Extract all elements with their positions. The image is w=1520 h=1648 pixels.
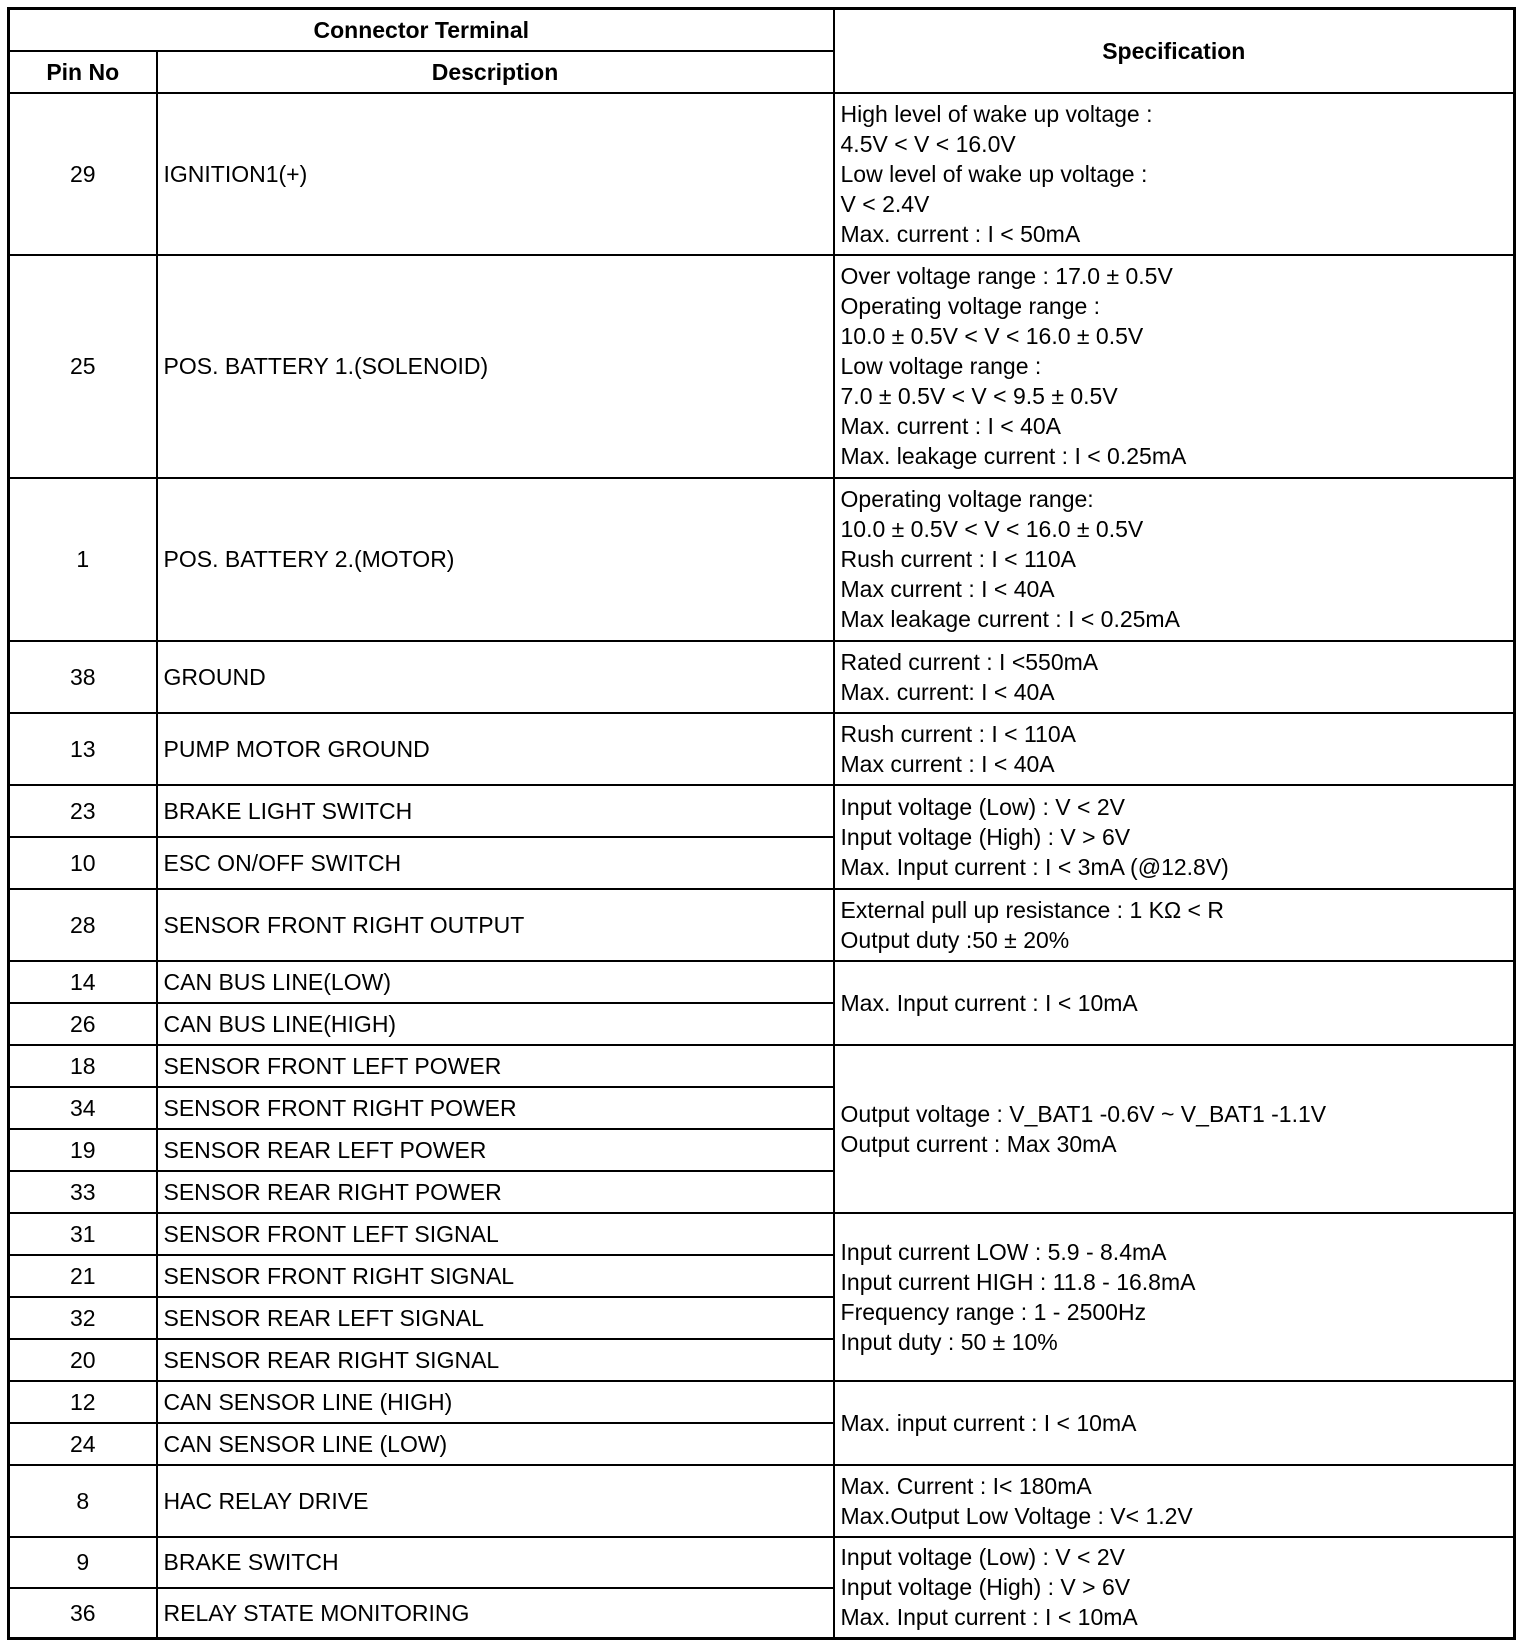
table-row: [9, 1381, 1515, 1423]
pin-description: ESC ON/OFF SWITCH: [157, 837, 834, 889]
pin-description: PUMP MOTOR GROUND: [157, 713, 834, 785]
pin-number: 26: [9, 1003, 157, 1045]
specification-cell: [834, 255, 1515, 478]
table-row: [9, 785, 1515, 837]
pin-description: SENSOR REAR LEFT SIGNAL: [157, 1297, 834, 1339]
spec-line: Rated current : I <550mA: [840, 648, 1099, 675]
pin-number: 10: [9, 837, 157, 889]
pin-number: 25: [9, 255, 157, 478]
pin-description: SENSOR REAR LEFT POWER: [157, 1129, 834, 1171]
spec-line: Input voltage (High) : V > 6V: [840, 1574, 1131, 1601]
specification-cell: [834, 1465, 1515, 1537]
pin-number: 13: [9, 713, 157, 785]
pin-description: CAN SENSOR LINE (HIGH): [157, 1381, 834, 1423]
pin-number: 36: [9, 1588, 157, 1639]
pin-description: SENSOR FRONT LEFT POWER: [157, 1045, 834, 1087]
spec-line: Output voltage : V_BAT1 -0.6V ~ V_BAT1 -1.1V: [840, 1100, 1327, 1127]
pin-description: HAC RELAY DRIVE: [157, 1465, 834, 1537]
connector-spec-table: [7, 7, 1516, 1640]
pin-description: POS. BATTERY 1.(SOLENOID): [157, 255, 834, 478]
specification-cell: [834, 641, 1515, 713]
pin-number: 29: [9, 93, 157, 255]
pin-number: 14: [9, 961, 157, 1003]
pin-description: SENSOR FRONT LEFT SIGNAL: [157, 1213, 834, 1255]
pin-description: SENSOR FRONT RIGHT POWER: [157, 1087, 834, 1129]
pin-number: 31: [9, 1213, 157, 1255]
spec-line: 10.0 ± 0.5V < V < 16.0 ± 0.5V: [840, 516, 1144, 542]
pin-description: SENSOR FRONT RIGHT SIGNAL: [157, 1255, 834, 1297]
spec-line: 4.5V < V < 16.0V: [840, 130, 1016, 157]
table-row: [9, 713, 1515, 785]
spec-line: Max. current: I < 40A: [840, 678, 1055, 705]
specification-header: Specification: [834, 9, 1515, 93]
spec-line: Rush current : I < 110A: [840, 546, 1076, 572]
spec-line: Operating voltage range :: [840, 293, 1101, 319]
spec-line: External pull up resistance : 1 KΩ < R: [840, 896, 1224, 923]
spec-line: Max. Input current : I < 10mA: [840, 989, 1138, 1016]
specification-cell: [834, 1045, 1515, 1213]
table-row: [9, 961, 1515, 1003]
pin-description: CAN SENSOR LINE (LOW): [157, 1423, 834, 1465]
spec-line: Over voltage range : 17.0 ± 0.5V: [840, 263, 1173, 289]
spec-line: V < 2.4V: [840, 190, 930, 217]
connector-terminal-header: Connector Terminal: [9, 9, 834, 51]
pin-description: BRAKE LIGHT SWITCH: [157, 785, 834, 837]
specification-cell: [834, 478, 1515, 641]
pin-number: 38: [9, 641, 157, 713]
pin-number: 32: [9, 1297, 157, 1339]
spec-line: Rush current : I < 110A: [840, 720, 1076, 747]
pin-description: BRAKE SWITCH: [157, 1537, 834, 1588]
pin-number: 12: [9, 1381, 157, 1423]
spec-line: Input voltage (High) : V > 6V: [840, 823, 1131, 850]
spec-line: Frequency range : 1 - 2500Hz: [840, 1298, 1147, 1325]
table-row: [9, 1465, 1515, 1537]
spec-line: Input voltage (Low) : V < 2V: [840, 1544, 1125, 1571]
pin-description: GROUND: [157, 641, 834, 713]
table-row: [9, 255, 1515, 478]
pin-number: 24: [9, 1423, 157, 1465]
specification-cell: [834, 1381, 1515, 1465]
spec-line: Max. current : I < 40A: [840, 413, 1062, 439]
specification-cell: [834, 1213, 1515, 1381]
pin-description: IGNITION1(+): [157, 93, 834, 255]
pin-description: CAN BUS LINE(HIGH): [157, 1003, 834, 1045]
pin-description: POS. BATTERY 2.(MOTOR): [157, 478, 834, 641]
pin-description: SENSOR REAR RIGHT POWER: [157, 1171, 834, 1213]
spec-line: Input duty : 50 ± 10%: [840, 1328, 1058, 1355]
specification-cell: [834, 785, 1515, 889]
spec-line: Low voltage range :: [840, 353, 1042, 379]
specification-cell: [834, 1537, 1515, 1639]
spec-line: Max.Output Low Voltage : V< 1.2V: [840, 1502, 1193, 1529]
table-row: [9, 478, 1515, 641]
spec-line: Max. Input current : I < 10mA: [840, 1604, 1138, 1631]
pin-number: 19: [9, 1129, 157, 1171]
pin-number: 20: [9, 1339, 157, 1381]
header-row-1: [9, 9, 1515, 51]
spec-line: Output current : Max 30mA: [840, 1130, 1117, 1157]
pin-number: 21: [9, 1255, 157, 1297]
spec-line: Max. current : I < 50mA: [840, 220, 1081, 247]
spec-line: 7.0 ± 0.5V < V < 9.5 ± 0.5V: [840, 383, 1118, 409]
spec-line: Input voltage (Low) : V < 2V: [840, 793, 1125, 820]
specification-cell: [834, 713, 1515, 785]
spec-line: Max. leakage current : I < 0.25mA: [840, 443, 1187, 469]
spec-line: Max. Input current : I < 3mA (@12.8V): [840, 853, 1229, 880]
spec-line: Operating voltage range:: [840, 486, 1094, 512]
pin-number: 18: [9, 1045, 157, 1087]
pin-number: 8: [9, 1465, 157, 1537]
pin-number: 23: [9, 785, 157, 837]
specification-cell: [834, 93, 1515, 255]
spec-line: Input current HIGH : 11.8 - 16.8mA: [840, 1268, 1196, 1295]
table-row: [9, 1045, 1515, 1087]
pin-description: SENSOR FRONT RIGHT OUTPUT: [157, 889, 834, 961]
pin-number: 33: [9, 1171, 157, 1213]
pin-description: SENSOR REAR RIGHT SIGNAL: [157, 1339, 834, 1381]
table-row: [9, 1213, 1515, 1255]
spec-line: Max leakage current : I < 0.25mA: [840, 606, 1180, 632]
spec-line: Max. input current : I < 10mA: [840, 1409, 1137, 1436]
pin-number: 1: [9, 478, 157, 641]
spec-line: Max. Current : I< 180mA: [840, 1472, 1092, 1499]
table-row: [9, 1537, 1515, 1588]
spec-line: Max current : I < 40A: [840, 576, 1055, 602]
pin-no-header: Pin No: [9, 51, 157, 93]
spec-line: 10.0 ± 0.5V < V < 16.0 ± 0.5V: [840, 323, 1144, 349]
pin-description: RELAY STATE MONITORING: [157, 1588, 834, 1639]
table-row: [9, 93, 1515, 255]
spec-line: Low level of wake up voltage :: [840, 160, 1148, 187]
spec-line: High level of wake up voltage :: [840, 100, 1153, 127]
pin-description: CAN BUS LINE(LOW): [157, 961, 834, 1003]
spec-line: Output duty :50 ± 20%: [840, 926, 1070, 953]
spec-line: Input current LOW : 5.9 - 8.4mA: [840, 1238, 1167, 1265]
pin-number: 34: [9, 1087, 157, 1129]
specification-cell: [834, 961, 1515, 1045]
pin-number: 28: [9, 889, 157, 961]
pin-number: 9: [9, 1537, 157, 1588]
specification-cell: [834, 889, 1515, 961]
description-header: Description: [157, 51, 834, 93]
spec-line: Max current : I < 40A: [840, 750, 1055, 777]
table-row: [9, 641, 1515, 713]
table-row: [9, 889, 1515, 961]
